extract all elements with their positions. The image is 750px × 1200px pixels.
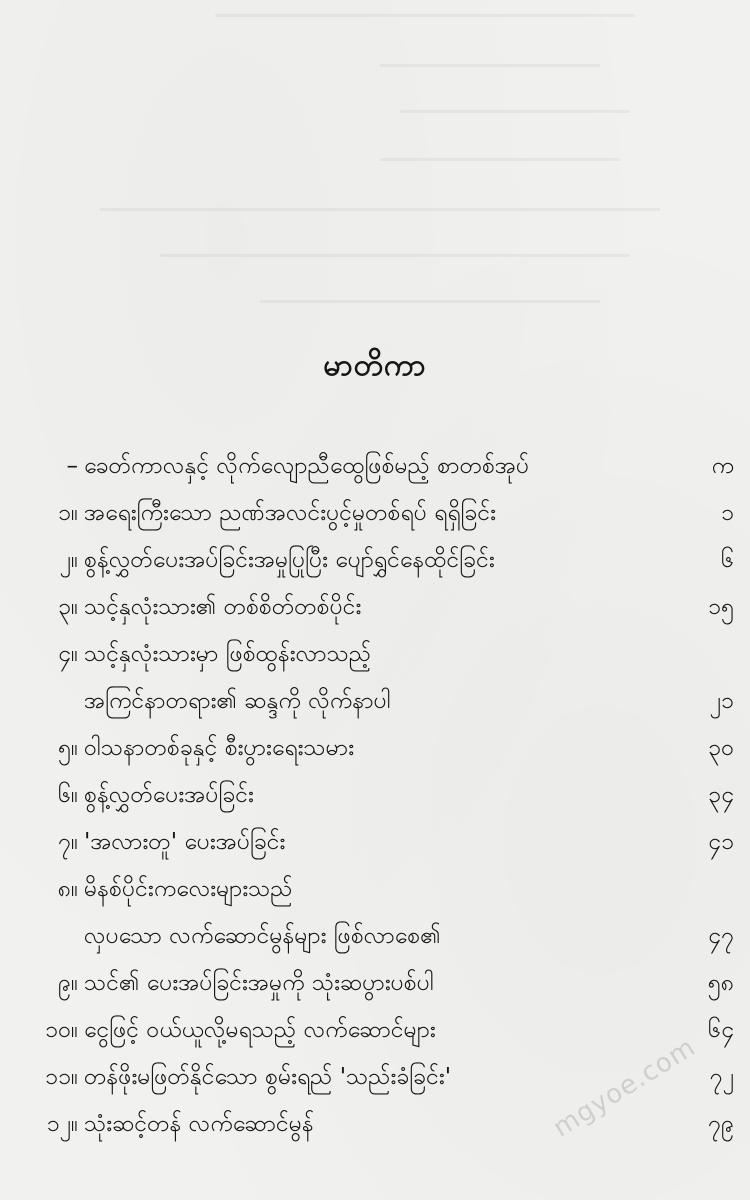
toc-entry-continuation (0, 913, 750, 960)
entry-title: စွန့်လွှတ်ပေးအပ်ခြင်း (84, 782, 254, 808)
entry-title: စွန့်လွှတ်ပေးအပ်ခြင်းအမှုပြုပြီး ပျော်ရွှင်နေထိုင်ခြင်း (84, 547, 495, 573)
toc-entry (0, 631, 750, 678)
entry-number: ၅။ (58, 735, 78, 761)
toc-entry (0, 584, 750, 631)
entry-page: ၆၄ (708, 1017, 734, 1043)
entry-page: ၃၀ (708, 735, 734, 761)
entry-page: ၄၁ (708, 829, 734, 855)
toc-entry (0, 772, 750, 819)
entry-page: က (711, 453, 734, 479)
entry-number: ၁။ (58, 500, 78, 526)
entry-title: အရေးကြီးသော ညဏ်အလင်းပွင့်မှုတစ်ရပ် ရရှိခြင်း (84, 500, 496, 526)
entry-title: မိနစ်ပိုင်းကလေးများသည် (84, 876, 293, 902)
entry-title: အကြင်နာတရား၏ ဆန္ဒကို လိုက်နာပါ (84, 688, 391, 714)
entry-page: ၁ (721, 500, 734, 526)
entry-number: ၁၁။ (45, 1064, 78, 1090)
entry-title: 'အလားတူ' ပေးအပ်ခြင်း (84, 829, 286, 855)
entry-number: ၉။ (58, 970, 78, 996)
entry-title: ငွေဖြင့် ဝယ်ယူလို့မရသည့် လက်ဆောင်များ (84, 1017, 436, 1043)
entry-title: ဝါသနာတစ်ခုနှင့် စီးပွားရေးသမား (84, 735, 355, 761)
bleed-through-text (0, 0, 750, 330)
toc-entry (0, 443, 750, 490)
entry-title: သင်၏ ပေးအပ်ခြင်းအမှုကို သုံးဆပွားပစ်ပါ (84, 970, 434, 996)
toc-entry (0, 819, 750, 866)
toc-entry (0, 490, 750, 537)
entry-number: ၆။ (58, 782, 78, 808)
entry-page: ၂၁ (709, 688, 734, 714)
entry-number: ၁၀။ (45, 1017, 78, 1043)
toc-entry (0, 866, 750, 913)
entry-title: သင့်နှလုံးသား၏ တစ်စိတ်တစ်ပိုင်း (84, 594, 362, 620)
entry-number: ၄။ (58, 641, 78, 667)
toc-entry (0, 537, 750, 584)
toc-entry (0, 1007, 750, 1054)
entry-page: ၆ (721, 547, 734, 573)
entry-number: – (66, 453, 78, 479)
toc-entry (0, 1101, 750, 1148)
entry-title: သုံးဆင့်တန် လက်ဆောင်မွန် (84, 1111, 314, 1137)
watermark: mgyoe.com (548, 1032, 702, 1144)
entry-page: ၄၇ (708, 923, 734, 949)
entry-page: ၇၂ (709, 1064, 734, 1090)
toc-entry (0, 725, 750, 772)
entry-number: ၂။ (59, 547, 78, 573)
entry-number: ၃။ (58, 594, 78, 620)
page-title: မာတိကာ (323, 348, 427, 383)
toc-entry (0, 960, 750, 1007)
entry-title: ခေတ်ကာလနှင့် လိုက်လျောညီထွေဖြစ်မည့် စာတစ်အုပ် (84, 453, 530, 479)
entry-page: ၇၉ (708, 1111, 734, 1137)
entry-page: ၁၅ (708, 594, 734, 620)
entry-title: တန်ဖိုးမဖြတ်နိုင်သော စွမ်းရည် 'သည်းခံခြင်း' (84, 1064, 452, 1090)
table-of-contents (0, 443, 750, 1148)
entry-page: ၅၈ (707, 970, 734, 996)
entry-number: ၈။ (57, 876, 78, 902)
entry-title: သင့်နှလုံးသားမှာ ဖြစ်ထွန်းလာသည့် (84, 641, 372, 667)
entry-page: ၃၄ (708, 782, 734, 808)
entry-number: ၁၂။ (46, 1111, 78, 1137)
entry-number: ၇။ (58, 829, 78, 855)
toc-entry-continuation (0, 678, 750, 725)
entry-title: လှပသော လက်ဆောင်မွန်များ ဖြစ်လာစေ၏ (84, 923, 441, 949)
